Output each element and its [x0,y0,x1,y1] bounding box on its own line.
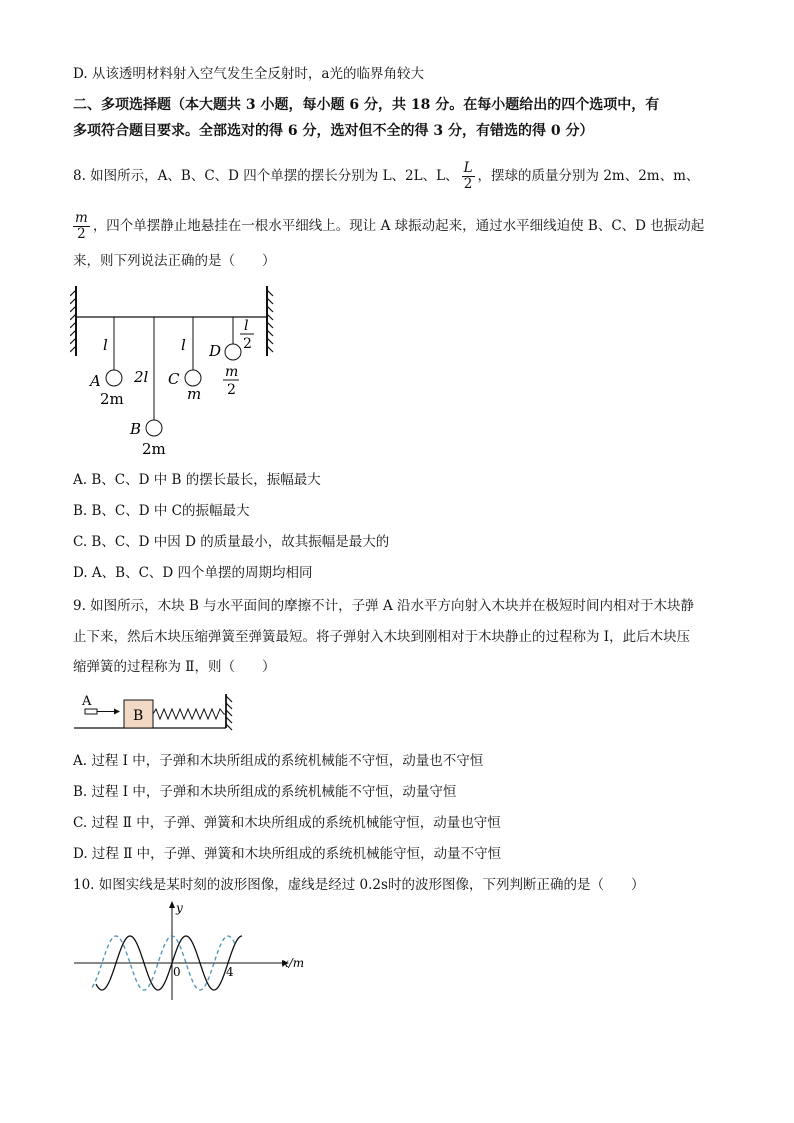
pendulum-c-mass: m [187,385,202,403]
pendulum-c-name: C [168,370,180,388]
y-axis-arrow [169,901,175,908]
pendulum-d-mass-num: m [225,364,239,380]
pendulum-a-name: A [90,372,101,390]
wave-figure [72,898,312,1006]
q9-option-d: D. 过程 Ⅱ 中，子弹、弹簧和木块所组成的系统机械能守恒，动量不守恒 [73,846,502,862]
q9-stem-line1: 9. 如图所示，木块 B 与水平面间的摩擦不计，子弹 A 沿水平方向射入木块并在极短时间内相对于木块静 [73,598,695,614]
pendulum-d-mass-den: 2 [227,382,236,398]
q8-option-a: A. B、C、D 中 B 的摆长最长，振幅最大 [73,472,321,488]
q8-stem-line2 [73,208,704,244]
pendulum-b-ball [146,420,162,436]
pendulum-figure [70,284,280,462]
q8-stem-line3: 来，则下列说法正确的是（ ） [73,253,276,269]
right-wall [267,286,273,356]
q9-option-a: A. 过程 Ⅰ 中，子弹和木块所组成的系统机械能不守恒，动量也不守恒 [73,753,484,769]
pendulum-c-ball [185,370,201,386]
q9-stem-line2: 止下来，然后木块压缩弹簧至弹簧最短。将子弹射入木块到刚相对于木块静止的过程称为 Ⅰ，此后木块压 [73,629,691,645]
bullet [85,709,97,714]
right-wall [226,694,232,730]
bullet-block-spring-figure [74,690,240,732]
fraction-m-over-2: $\frac{m}{2}$ [75,210,88,242]
q9-stem-line3: 缩弹簧的过程称为 Ⅱ，则（ ） [73,659,276,675]
q8-stem-line1 [73,158,699,194]
left-wall [70,286,76,356]
q8-option-d: D. A、B、C、D 四个单摆的周期均相同 [73,565,313,581]
bullet-label: A [82,694,92,709]
pendulum-d-name: D [209,342,222,360]
origin-label: 0 [173,965,181,979]
q9-option-b: B. 过程 Ⅰ 中，子弹和木块所组成的系统机械能不守恒，动量守恒 [73,784,457,800]
y-axis-label: y [176,901,183,915]
q8-stem-a: 8. 如图所示，A、B、C、D 四个单摆的摆长分别为 L、2L、L、 [73,168,459,184]
spring [153,709,226,719]
q8-option-c: C. B、C、D 中因 D 的质量最小，故其振幅是最大的 [73,534,390,550]
q8-stem-c: ，四个单摆静止地悬挂在一根水平细线上。现让 A 球振动起来，通过水平细线迫使 B、C、D 也振动起 [92,218,705,234]
pendulum-b-length: 2l [134,368,149,386]
pendulum-b-name: B [130,420,142,438]
q7-option-d: D. 从该透明材料射入空气发生全反射时，a光的临界角较大 [73,66,424,82]
q10-stem: 10. 如图实线是某时刻的波形图像，虚线是经过 0.2s时的波形图像，下列判断正确的是（ ） [73,877,645,893]
arrow-head [114,709,120,715]
fraction-L-over-2: $\frac{L}{2}$ [463,160,473,192]
pendulum-a-ball [106,370,122,386]
pendulum-d-ball [225,344,241,360]
x-axis-label: x/m [282,956,305,970]
pendulum-a-mass: 2m [100,390,124,408]
pendulum-a-length: l [103,336,108,354]
tick-label-4: 4 [226,965,234,979]
pendulum-d-length-num: l [244,318,249,334]
q8-stem-b: ，摆球的质量分别为 2m、2m、m、 [477,168,700,184]
section-title: 二、多项选择题（本大题共 3 小题，每小题 6 分，共 18 分。在每小题给出的四个选项中，有 [73,97,660,113]
section-title-cont: 多项符合题目要求。全部选对的得 6 分，选对但不全的得 3 分，有错选的得 0 分） [73,123,594,139]
pendulum-b-mass: 2m [142,440,166,458]
q9-option-c: C. 过程 Ⅱ 中，子弹、弹簧和木块所组成的系统机械能守恒，动量也守恒 [73,815,501,831]
block-label: B [133,708,144,724]
pendulum-c-length: l [181,336,186,354]
q8-option-b: B. B、C、D 中 C的振幅最大 [73,503,250,519]
pendulum-d-length-den: 2 [243,336,252,352]
